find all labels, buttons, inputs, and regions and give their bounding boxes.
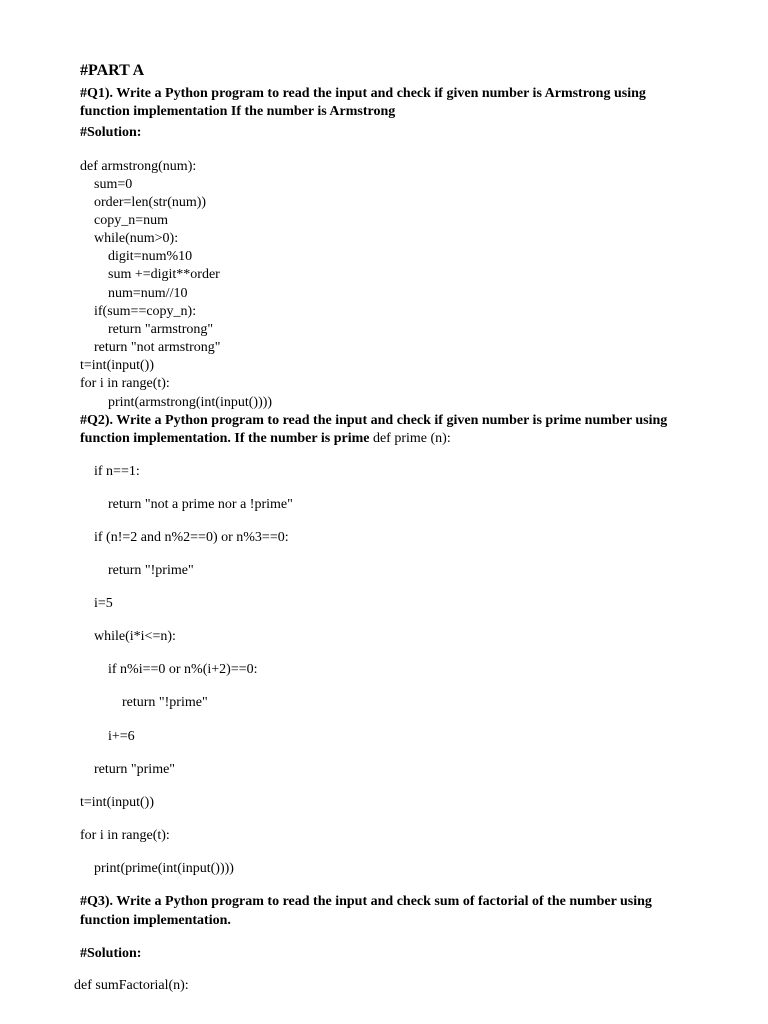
q3-question-line-1: #Q3). Write a Python program to read the input and check sum of factorial of the number using [80,894,652,909]
q2-code-line: if n==1: [94,464,140,479]
q2-code-line: return "!prime" [122,695,208,710]
q1-code-line: num=num//10 [108,286,188,301]
q1-code-line: return "armstrong" [108,322,214,337]
q3-question-line-2: function implementation. [80,913,231,928]
q1-solution-label: #Solution: [80,125,142,140]
q2-code-line: i=5 [94,596,113,611]
q2-question-line-2-bold: function implementation. If the number is prime [80,431,370,446]
q2-code-line: return "not a prime nor a !prime" [108,497,293,512]
q1-code-line: order=len(str(num)) [94,195,207,210]
q3-solution-label: #Solution: [80,946,142,961]
q2-code-line: return "!prime" [108,563,194,578]
q1-code-line: print(armstrong(int(input()))) [108,395,273,410]
q1-code-line: for i in range(t): [80,376,170,391]
q2-code-line: if (n!=2 and n%2==0) or n%3==0: [94,530,289,545]
q1-question-line-1: #Q1). Write a Python program to read the input and check if given number is Armstrong using [80,86,646,101]
q1-code-line: return "not armstrong" [94,340,221,355]
q1-code-line: def armstrong(num): [80,159,197,174]
q3-code-line: def sumFactorial(n): [74,978,189,993]
q1-code-line: sum=0 [94,177,133,192]
part-heading: #PART A [80,62,145,79]
q1-code-line: while(num>0): [94,231,179,246]
q2-code-line: i+=6 [108,729,135,744]
q1-code-line: digit=num%10 [108,249,193,264]
q2-code-line: if n%i==0 or n%(i+2)==0: [108,662,258,677]
q1-code-line: t=int(input()) [80,358,154,373]
q2-question-line-1: #Q2). Write a Python program to read the input and check if given number is prime number using [80,413,668,428]
q1-code-line: if(sum==copy_n): [94,304,197,319]
q2-question-line-2 [80,430,451,448]
q2-code-line: t=int(input()) [80,795,154,810]
q1-code-line: copy_n=num [94,213,168,228]
q2-code-line: return "prime" [94,762,176,777]
q2-code-line: print(prime(int(input()))) [94,861,234,876]
q1-question-line-2: function implementation If the number is Armstrong [80,104,396,119]
q1-code-line: sum +=digit**order [108,267,220,282]
q2-code-line: while(i*i<=n): [94,629,176,644]
q2-code-line: for i in range(t): [80,828,170,843]
q2-question-line-2-code: def prime (n): [369,431,451,446]
